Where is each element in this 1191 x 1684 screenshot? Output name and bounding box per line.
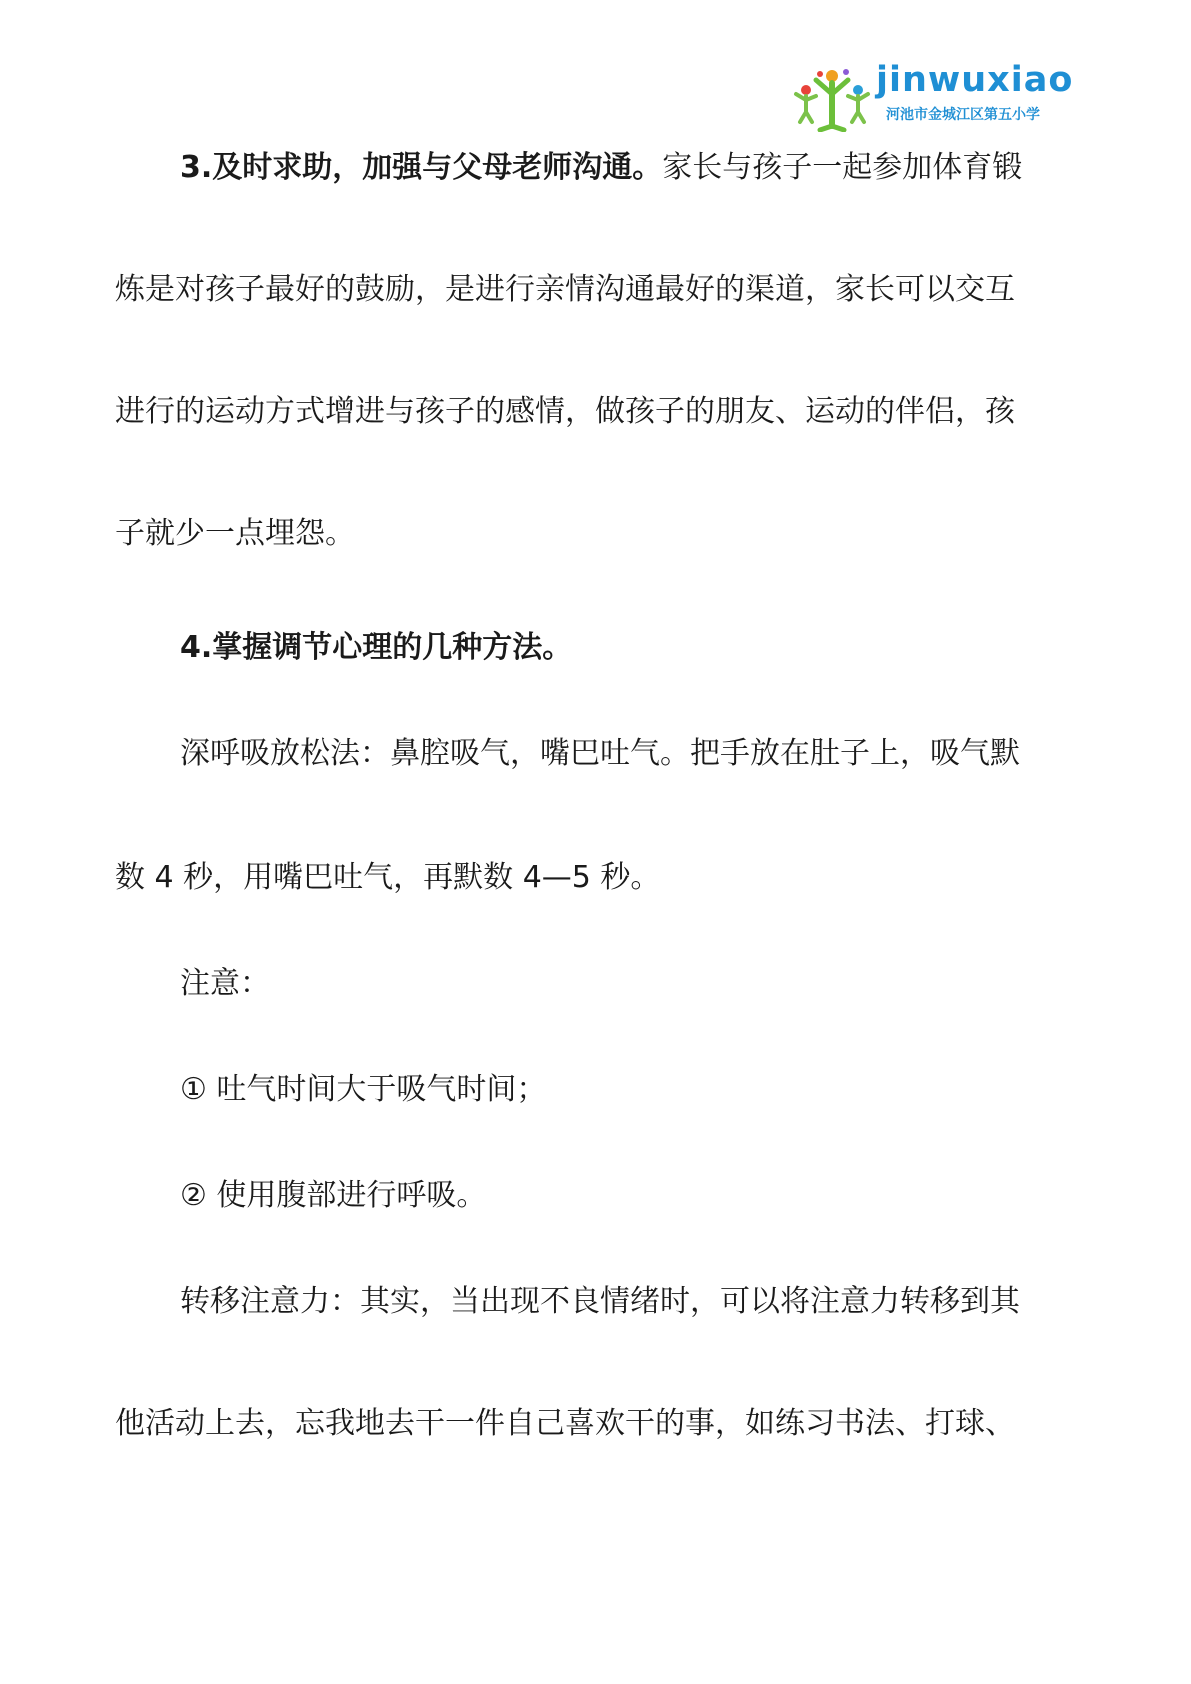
paragraph-3-text: 家长与孩子一起参加体育锻	[662, 150, 1023, 185]
paragraph-3-line-2: 炼是对孩子最好的鼓励，是进行亲情沟通最好的渠道，家长可以交互	[115, 272, 1015, 307]
note-item-1: ① 吐气时间大于吸气时间；	[180, 1072, 547, 1107]
note-label: 注意：	[180, 966, 270, 1001]
breathing-line-1: 深呼吸放松法：鼻腔吸气，嘴巴吐气。把手放在肚子上，吸气默	[180, 736, 1020, 771]
paragraph-4-heading: 4.掌握调节心理的几种方法。	[180, 630, 573, 665]
paragraph-3-line-3: 进行的运动方式增进与孩子的感情，做孩子的朋友、运动的伴侣，孩	[115, 394, 1015, 429]
paragraph-3-line-1	[180, 148, 1022, 188]
shift-attention-line-2: 他活动上去，忘我地去干一件自己喜欢干的事，如练习书法、打球、	[115, 1406, 1015, 1441]
logo-subtitle: 河池市金城江区第五小学	[886, 107, 1040, 123]
logo-wordmark: jinwuxiao	[876, 60, 1074, 100]
school-logo	[790, 60, 1074, 132]
children-tree-logo-icon	[790, 66, 874, 132]
paragraph-3-heading: 3.及时求助，加强与父母老师沟通。	[180, 150, 663, 185]
note-item-2: ② 使用腹部进行呼吸。	[180, 1178, 487, 1213]
shift-attention-line-1: 转移注意力：其实，当出现不良情绪时，可以将注意力转移到其	[180, 1284, 1020, 1319]
paragraph-3-line-4: 子就少一点埋怨。	[115, 516, 355, 551]
breathing-line-2: 数 4 秒，用嘴巴吐气，再默数 4—5 秒。	[115, 860, 661, 895]
